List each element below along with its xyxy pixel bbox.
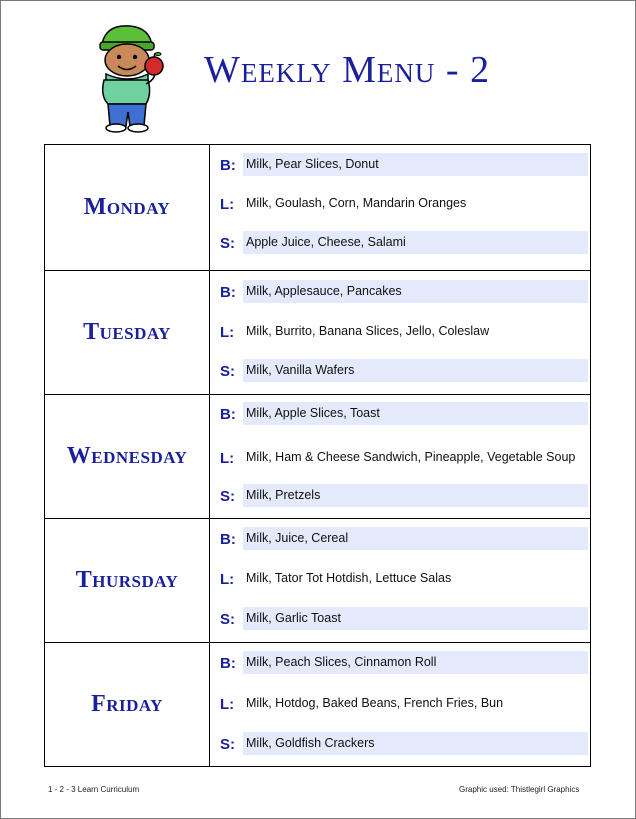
day-label: Friday <box>45 643 210 766</box>
meal-line <box>210 320 590 344</box>
meal-line <box>210 231 590 255</box>
meal-text-field[interactable]: Milk, Goulash, Corn, Mandarin Oranges <box>246 196 467 210</box>
meal-code-label: B: <box>220 655 236 672</box>
meal-text-field[interactable]: Milk, Applesauce, Pancakes <box>243 280 588 303</box>
meal-text-field[interactable]: Milk, Vanilla Wafers <box>243 359 588 382</box>
meal-text-field[interactable]: Milk, Garlic Toast <box>243 607 588 630</box>
meal-line <box>210 527 590 551</box>
meal-text-field[interactable]: Milk, Ham & Cheese Sandwich, Pineapple, Vegetable Soup <box>246 450 576 464</box>
meal-code-label: S: <box>220 611 235 628</box>
menu-row-tuesday <box>45 270 590 394</box>
meal-line <box>210 651 590 675</box>
meal-line <box>210 280 590 304</box>
meal-line <box>210 567 590 591</box>
menu-row-wednesday <box>45 394 590 518</box>
meal-line <box>210 692 590 716</box>
meal-code-label: B: <box>220 284 236 301</box>
meal-text-field[interactable]: Apple Juice, Cheese, Salami <box>243 231 588 254</box>
meal-text-field[interactable]: Milk, Hotdog, Baked Beans, French Fries, Bun <box>246 696 504 710</box>
meal-code-label: L: <box>220 571 235 588</box>
meals-cell <box>210 395 590 518</box>
meal-text-field[interactable]: Milk, Pretzels <box>243 484 588 507</box>
meal-line <box>210 402 590 426</box>
footer-credit-left: 1 - 2 - 3 Learn Curriculum <box>48 785 140 794</box>
meal-text-field[interactable]: Milk, Burrito, Banana Slices, Jello, Coleslaw <box>246 324 490 338</box>
meal-code-label: B: <box>220 406 236 423</box>
meal-code-label: L: <box>220 696 235 713</box>
meal-code-label: B: <box>220 157 236 174</box>
meal-line <box>210 732 590 756</box>
meal-text-field[interactable]: Milk, Peach Slices, Cinnamon Roll <box>243 651 588 674</box>
meal-code-label: L: <box>220 450 235 467</box>
boy-with-apple-icon <box>88 22 172 134</box>
meal-code-label: S: <box>220 235 235 252</box>
meal-text-field[interactable]: Milk, Juice, Cereal <box>243 527 588 550</box>
menu-table <box>44 144 591 767</box>
meal-text-field[interactable]: Milk, Apple Slices, Toast <box>243 402 588 425</box>
meal-line <box>210 153 590 177</box>
meal-code-label: S: <box>220 363 235 380</box>
meal-code-label: L: <box>220 324 235 341</box>
meal-line <box>210 607 590 631</box>
day-label: Monday <box>45 145 210 270</box>
day-label: Thursday <box>45 519 210 642</box>
menu-row-thursday <box>45 518 590 642</box>
meals-cell <box>210 145 590 270</box>
meal-code-label: L: <box>220 196 235 213</box>
meals-cell <box>210 643 590 766</box>
meal-code-label: S: <box>220 736 235 753</box>
meal-text-field[interactable]: Milk, Pear Slices, Donut <box>243 153 588 176</box>
meals-cell <box>210 271 590 394</box>
meal-line <box>210 192 590 216</box>
meal-code-label: B: <box>220 531 236 548</box>
meal-line <box>210 359 590 383</box>
footer-credit-right: Graphic used: Thistlegirl Graphics <box>459 785 580 794</box>
meal-line <box>210 446 590 470</box>
menu-row-friday <box>45 642 590 766</box>
page-title: Weekly Menu - 2 <box>204 49 491 91</box>
meal-text-field[interactable]: Milk, Tator Tot Hotdish, Lettuce Salas <box>246 571 452 585</box>
meal-code-label: S: <box>220 488 235 505</box>
meals-cell <box>210 519 590 642</box>
meal-line <box>210 484 590 508</box>
day-label: Wednesday <box>45 395 210 518</box>
meal-text-field[interactable]: Milk, Goldfish Crackers <box>243 732 588 755</box>
menu-row-monday <box>45 145 590 270</box>
day-label: Tuesday <box>45 271 210 394</box>
